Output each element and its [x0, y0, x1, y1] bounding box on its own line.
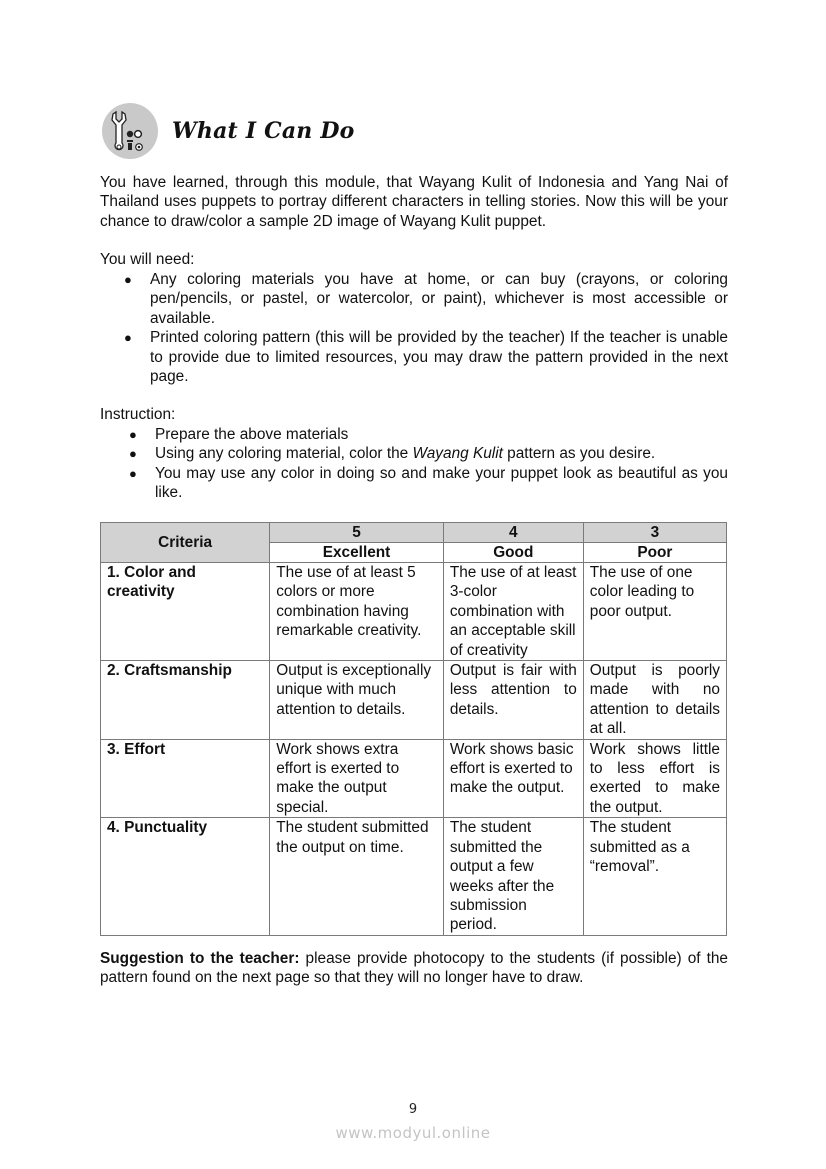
table-row	[101, 661, 727, 740]
bullet-icon: ●	[129, 465, 137, 481]
score-4-header: 4	[443, 523, 583, 543]
rubric-table	[100, 522, 727, 936]
level-good-header: Good	[443, 543, 583, 563]
rubric-cell: Output is poorly made with no attention to details at all.	[583, 661, 726, 740]
section-title: What I Can Do	[172, 118, 355, 144]
list-item: ● You may use any color in doing so and make your puppet look as beautiful as you like.	[129, 464, 728, 502]
list-item: ● Any coloring materials you have at home, or can buy (crayons, or coloring pen/pencils, or pastel, or watercolor, or paint), whichever is most accessible or available.	[124, 271, 728, 327]
rubric-cell: Output is fair with less attention to details.	[443, 661, 583, 740]
rubric-cell: The use of one color leading to poor output.	[583, 563, 726, 661]
rubric-cell: The student submitted as a “removal”.	[583, 818, 726, 935]
rubric-cell: The use of at least 3-color combination with an acceptable skill of creativity	[443, 563, 583, 661]
list-item: ● Prepare the above materials	[129, 426, 349, 443]
criterion-cell: 1. Color and creativity	[101, 563, 270, 661]
bullet-icon: ●	[129, 427, 137, 442]
suggestion-text: please provide photocopy to the students (if possible) of the pattern found on the next page so that they will no longer have to draw.	[100, 950, 728, 987]
section-header	[102, 102, 355, 160]
criterion-cell: 3. Effort	[101, 739, 270, 818]
teacher-suggestion	[100, 949, 728, 988]
instruction-label: Instruction:	[100, 406, 176, 423]
table-row	[101, 818, 727, 935]
bullet-icon: ●	[129, 446, 137, 462]
score-3-header: 3	[583, 523, 726, 543]
score-5-header: 5	[270, 523, 444, 543]
score-header-row	[101, 523, 727, 543]
bullet-icon: ●	[124, 272, 132, 287]
suggestion-label: Suggestion to the teacher:	[100, 950, 300, 967]
rubric-cell: Output is exceptionally unique with much attention to details.	[270, 661, 444, 740]
page-number: 9	[408, 1102, 418, 1117]
level-poor-header: Poor	[583, 543, 726, 563]
rubric-cell: Work shows basic effort is exerted to make the output.	[443, 739, 583, 818]
rubric-cell: Work shows little to less effort is exerted to make the output.	[583, 739, 726, 818]
bullet-icon: ●	[124, 330, 132, 346]
table-row	[101, 563, 727, 661]
rubric-cell: The use of at least 5 colors or more combination having remarkable creativity.	[270, 563, 444, 661]
rubric-cell: The student submitted the output a few weeks after the submission period.	[443, 818, 583, 935]
watermark: www.modyul.online	[335, 1124, 491, 1142]
level-excellent-header: Excellent	[270, 543, 444, 563]
intro-paragraph: You have learned, through this module, that Wayang Kulit of Indonesia and Yang Nai of Thailand uses puppets to portray different characters in telling stories. Now this will be your chance to draw/color a sample 2D image of Wayang Kulit puppet.	[100, 174, 728, 230]
list-item: ● Printed coloring pattern (this will be provided by the teacher) If the teacher is unable to provide due to limited resources, you may draw the pattern provided in the next page.	[124, 329, 728, 386]
criteria-header: Criteria	[101, 523, 270, 563]
criterion-cell: 2. Craftsmanship	[101, 661, 270, 740]
list-item: ● Using any coloring material, color the Wayang Kulit pattern as you desire.	[129, 445, 656, 463]
rubric-cell: The student submitted the output on time.	[270, 818, 444, 935]
tools-wrench-icon	[102, 103, 158, 159]
materials-list	[124, 270, 728, 386]
materials-label: You will need:	[100, 251, 195, 268]
table-row	[101, 739, 727, 818]
instruction-list	[129, 425, 728, 503]
rubric-cell: Work shows extra effort is exerted to make the output special.	[270, 739, 444, 818]
criterion-cell: 4. Punctuality	[101, 818, 270, 935]
